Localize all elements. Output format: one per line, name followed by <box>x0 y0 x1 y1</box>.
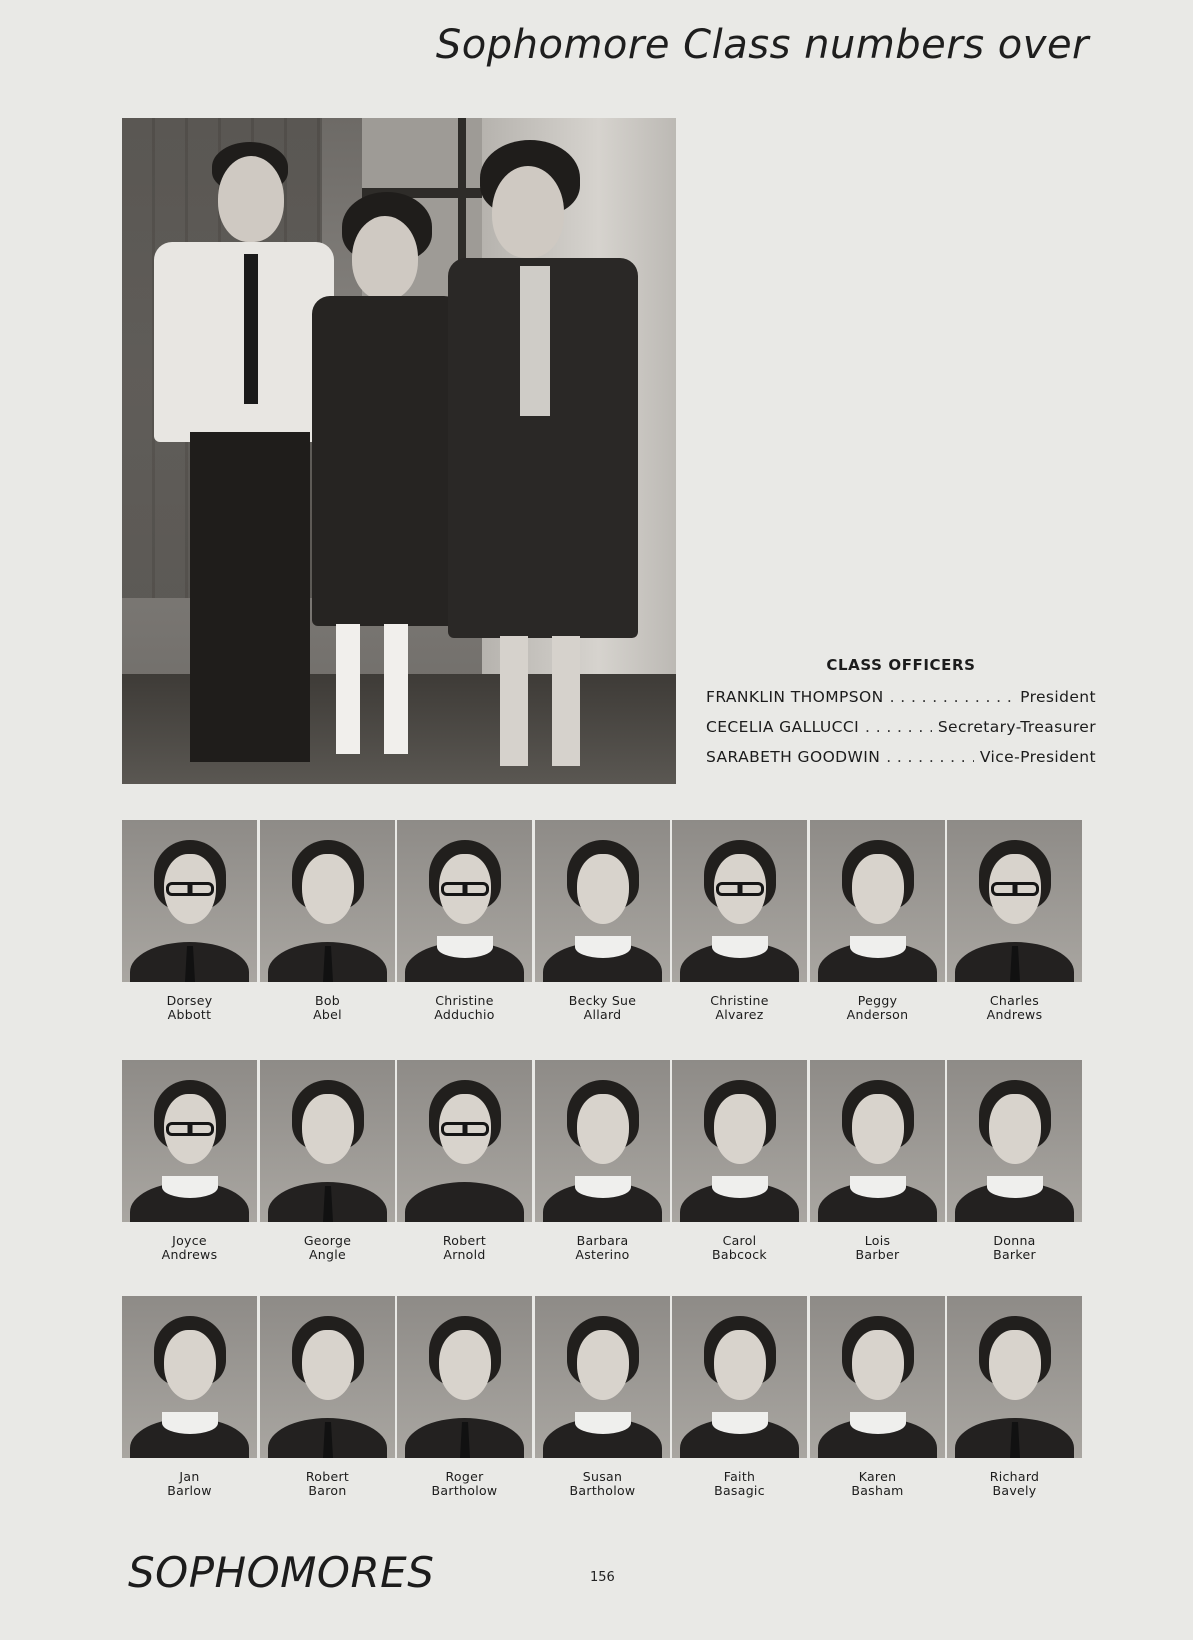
student-first-name: Joyce <box>172 1233 207 1248</box>
student-first-name: George <box>303 1233 352 1248</box>
student-first-name: Karen <box>858 1469 897 1484</box>
photo-face <box>852 1330 904 1400</box>
photo-face <box>577 1094 629 1164</box>
photo-shoulders <box>405 1182 524 1222</box>
photo-collar <box>712 1412 768 1434</box>
student-name <box>672 1234 807 1262</box>
student-portrait-card <box>947 820 1082 1022</box>
student-portrait-card <box>810 820 945 1022</box>
student-last-name: Bavely <box>992 1483 1037 1498</box>
student-first-name: Donna <box>993 1233 1036 1248</box>
student-first-name: Jan <box>179 1469 200 1484</box>
student-last-name: Asterino <box>575 1247 630 1262</box>
student-name <box>672 994 807 1022</box>
student-photo <box>947 820 1082 982</box>
student-last-name: Barber <box>855 1247 900 1262</box>
student-photo <box>672 1296 807 1458</box>
student-first-name: Susan <box>582 1469 623 1484</box>
student-name <box>947 1470 1082 1498</box>
photo-glasses <box>166 882 214 896</box>
student-last-name: Andrews <box>161 1247 218 1262</box>
photo-collar <box>575 1176 631 1198</box>
photo-collar <box>575 1412 631 1434</box>
student-portrait-card <box>535 1296 670 1498</box>
student-portrait-card <box>947 1060 1082 1262</box>
photo-face <box>302 1094 354 1164</box>
photo-glasses <box>716 882 764 896</box>
officer-role: President <box>1020 688 1096 706</box>
student-photo <box>810 1060 945 1222</box>
student-photo <box>672 820 807 982</box>
student-photo <box>947 1060 1082 1222</box>
student-last-name: Bartholow <box>431 1483 498 1498</box>
student-portrait-card <box>397 1060 532 1262</box>
officer-name: SARABETH GOODWIN <box>706 748 881 766</box>
student-name <box>947 1234 1082 1262</box>
student-photo <box>535 1060 670 1222</box>
officer-role: Secretary-Treasurer <box>937 718 1096 736</box>
student-last-name: Abel <box>313 1007 342 1022</box>
student-photo <box>397 1060 532 1222</box>
student-name <box>810 1470 945 1498</box>
portrait-row <box>122 1296 1087 1546</box>
student-photo <box>947 1296 1082 1458</box>
student-portrait-card <box>810 1296 945 1498</box>
photo-collar <box>712 936 768 958</box>
student-name <box>947 994 1082 1022</box>
student-portrait-card <box>947 1296 1082 1498</box>
student-last-name: Baron <box>308 1483 347 1498</box>
student-name <box>260 1470 395 1498</box>
photo-face <box>164 1330 216 1400</box>
student-first-name: Richard <box>989 1469 1040 1484</box>
photo-collar <box>850 1412 906 1434</box>
student-name <box>397 994 532 1022</box>
officer-row <box>706 748 1096 778</box>
student-first-name: Faith <box>723 1469 756 1484</box>
student-photo <box>397 820 532 982</box>
student-first-name: Robert <box>442 1233 487 1248</box>
photo-collar <box>437 936 493 958</box>
student-name <box>810 1234 945 1262</box>
officer-row <box>706 718 1096 748</box>
student-photo <box>260 1296 395 1458</box>
student-name <box>535 1234 670 1262</box>
officer-name: CECELIA GALLUCCI <box>706 718 860 736</box>
student-photo <box>810 1296 945 1458</box>
student-last-name: Angle <box>308 1247 347 1262</box>
student-name <box>397 1470 532 1498</box>
student-last-name: Adduchio <box>434 1007 495 1022</box>
student-first-name: Barbara <box>576 1233 629 1248</box>
page-number: 156 <box>590 1570 615 1585</box>
student-portrait-card <box>397 1296 532 1498</box>
student-name <box>535 994 670 1022</box>
officer-row <box>706 688 1096 718</box>
student-first-name: Carol <box>722 1233 757 1248</box>
student-last-name: Basham <box>851 1483 904 1498</box>
student-last-name: Arnold <box>443 1247 486 1262</box>
student-first-name: Bob <box>314 993 341 1008</box>
student-name <box>122 1234 257 1262</box>
photo-face <box>439 1330 491 1400</box>
student-portrait-card <box>672 1296 807 1498</box>
class-officers-heading: CLASS OFFICERS <box>826 656 976 674</box>
student-portrait-card <box>260 820 395 1022</box>
dot-leader <box>886 748 974 766</box>
student-portrait-card <box>122 1296 257 1498</box>
photo-face <box>302 1330 354 1400</box>
student-photo <box>260 1060 395 1222</box>
photo-face <box>852 854 904 924</box>
student-portrait-card <box>672 1060 807 1262</box>
page-title: Sophomore Class numbers over <box>435 22 1089 68</box>
student-last-name: Babcock <box>712 1247 767 1262</box>
photo-collar <box>575 936 631 958</box>
photo-face <box>989 1330 1041 1400</box>
student-photo <box>122 820 257 982</box>
dot-leader <box>865 718 932 736</box>
student-first-name: Becky Sue <box>568 993 637 1008</box>
student-name <box>535 1470 670 1498</box>
student-photo <box>535 1296 670 1458</box>
photo-face <box>302 854 354 924</box>
photo-glasses <box>991 882 1039 896</box>
photo-collar <box>162 1176 218 1198</box>
photo-collar <box>712 1176 768 1198</box>
student-name <box>260 994 395 1022</box>
student-last-name: Alvarez <box>715 1007 764 1022</box>
student-name <box>122 1470 257 1498</box>
photo-glasses <box>441 882 489 896</box>
student-portrait-card <box>122 820 257 1022</box>
student-photo <box>122 1296 257 1458</box>
student-last-name: Basagic <box>714 1483 765 1498</box>
student-last-name: Anderson <box>846 1007 909 1022</box>
student-last-name: Barlow <box>167 1483 212 1498</box>
student-photo <box>535 820 670 982</box>
student-last-name: Andrews <box>986 1007 1043 1022</box>
photo-face <box>714 1330 766 1400</box>
student-portrait-card <box>810 1060 945 1262</box>
student-portrait-card <box>260 1060 395 1262</box>
student-portrait-card <box>397 820 532 1022</box>
student-photo <box>122 1060 257 1222</box>
student-portrait-card <box>672 820 807 1022</box>
photo-face <box>714 1094 766 1164</box>
student-first-name: Christine <box>710 993 769 1008</box>
student-last-name: Barker <box>993 1247 1036 1262</box>
student-first-name: Peggy <box>857 993 898 1008</box>
portrait-row <box>122 820 1087 1070</box>
student-portrait-card <box>122 1060 257 1262</box>
student-last-name: Bartholow <box>569 1483 636 1498</box>
photo-collar <box>162 1412 218 1434</box>
officer-name: FRANKLIN THOMPSON <box>706 688 884 706</box>
dot-leader <box>890 688 1014 706</box>
student-name <box>122 994 257 1022</box>
photo-glasses <box>441 1122 489 1136</box>
photo-face <box>577 854 629 924</box>
photo-face <box>852 1094 904 1164</box>
student-photo <box>260 820 395 982</box>
student-first-name: Dorsey <box>166 993 213 1008</box>
section-title: SOPHOMORES <box>128 1548 435 1597</box>
student-name <box>672 1470 807 1498</box>
student-first-name: Lois <box>864 1233 891 1248</box>
photo-collar <box>987 1176 1043 1198</box>
class-officers-photo <box>122 118 676 784</box>
student-photo <box>810 820 945 982</box>
photo-collar <box>850 1176 906 1198</box>
student-portrait-card <box>260 1296 395 1498</box>
photo-glasses <box>166 1122 214 1136</box>
student-portrait-card <box>535 820 670 1022</box>
student-first-name: Roger <box>445 1469 484 1484</box>
student-first-name: Charles <box>989 993 1040 1008</box>
student-name <box>810 994 945 1022</box>
student-photo <box>672 1060 807 1222</box>
officer-role: Vice-President <box>979 748 1096 766</box>
student-first-name: Robert <box>305 1469 350 1484</box>
photo-face <box>989 1094 1041 1164</box>
student-last-name: Allard <box>583 1007 622 1022</box>
portrait-row <box>122 1060 1087 1310</box>
student-first-name: Christine <box>435 993 494 1008</box>
photo-collar <box>850 936 906 958</box>
student-last-name: Abbott <box>167 1007 212 1022</box>
photo-face <box>577 1330 629 1400</box>
class-officers-list <box>706 652 1096 778</box>
student-name <box>260 1234 395 1262</box>
student-portrait-card <box>535 1060 670 1262</box>
student-name <box>397 1234 532 1262</box>
student-photo <box>397 1296 532 1458</box>
